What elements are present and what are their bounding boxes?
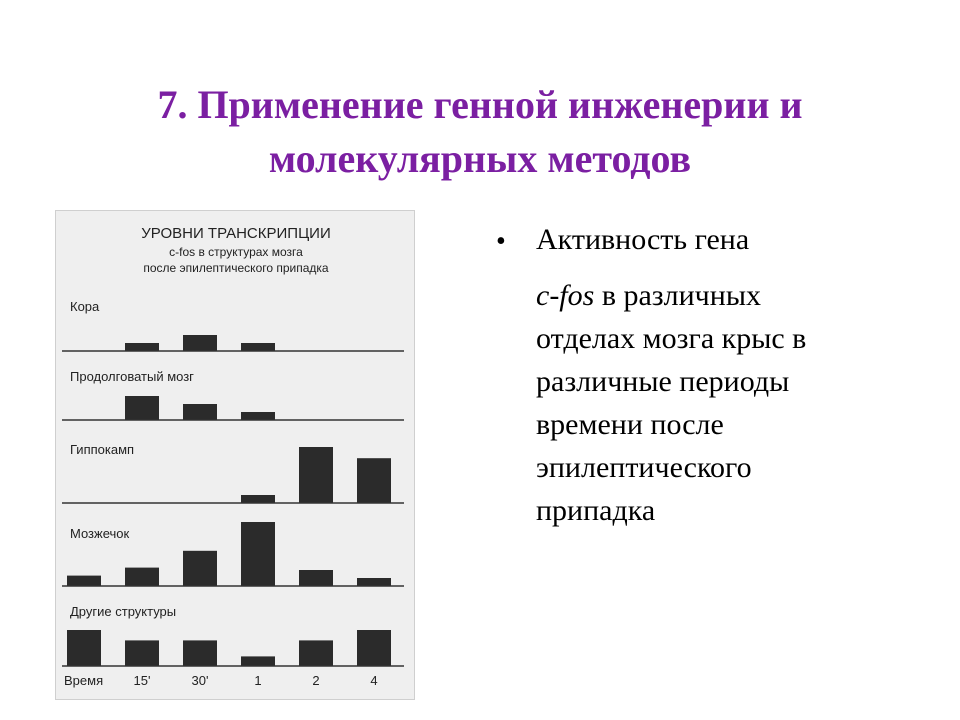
bullet-rest-1: в различных	[594, 279, 761, 312]
x-tick-label: 1	[254, 673, 262, 688]
chart-bar	[125, 568, 159, 586]
bullet-line-7: припадка	[536, 494, 656, 527]
panel-label: Мозжечок	[70, 526, 130, 541]
chart-figure	[55, 210, 415, 700]
x-tick-label: 15'	[133, 673, 151, 688]
bullet-text-rest	[536, 274, 916, 532]
chart-bar	[241, 656, 275, 666]
chart-subtitle-1: c-fos в структурах мозга	[169, 245, 303, 259]
x-axis-label: Время	[64, 673, 104, 688]
chart-title: УРОВНИ ТРАНСКРИПЦИИ	[141, 225, 331, 242]
panel-label: Гиппокамп	[70, 442, 135, 457]
title-line-2: молекулярных методов	[268, 136, 692, 181]
panel-label: Другие структуры	[70, 604, 177, 619]
bullet-line-6: эпилептического	[536, 451, 752, 484]
x-tick-label: 2	[312, 673, 320, 688]
bullet-text-first: Активность гена	[536, 223, 750, 256]
bullet-line-5: времени после	[536, 408, 724, 441]
chart-bar	[241, 495, 275, 503]
panel-label: Продолговатый мозг	[70, 369, 194, 384]
chart-bar	[183, 404, 217, 420]
chart-bar	[125, 343, 159, 351]
bullet-dot-icon: •	[496, 226, 506, 257]
chart-bar	[357, 458, 391, 503]
panel-label: Кора	[70, 299, 100, 314]
chart-bar	[67, 576, 101, 586]
bullet-line-2	[536, 274, 916, 317]
chart-bar	[241, 343, 275, 351]
x-tick-label: 4	[370, 673, 378, 688]
chart-svg	[56, 211, 414, 699]
bullet-line-3: отделах мозга крыс в	[536, 322, 807, 355]
chart-bar	[125, 396, 159, 420]
chart-bar	[299, 570, 333, 586]
slide-title	[40, 78, 920, 186]
gene-name: c-fos	[536, 279, 595, 312]
chart-bar	[67, 630, 101, 666]
chart-bar	[183, 640, 217, 666]
chart-bar	[241, 412, 275, 420]
chart-bar	[125, 640, 159, 666]
bullet-line-4: различные периоды	[536, 365, 790, 398]
chart-bar	[357, 578, 391, 586]
chart-subtitle-2: после эпилептического припадка	[143, 261, 329, 275]
chart-bar	[183, 551, 217, 586]
chart-bar	[299, 447, 333, 503]
chart-bar	[241, 522, 275, 586]
title-line-1: 7. Применение генной инженерии и	[157, 82, 803, 127]
x-tick-label: 30'	[191, 673, 209, 688]
chart-bar	[299, 640, 333, 666]
chart-bar	[357, 630, 391, 666]
chart-bar	[183, 335, 217, 351]
